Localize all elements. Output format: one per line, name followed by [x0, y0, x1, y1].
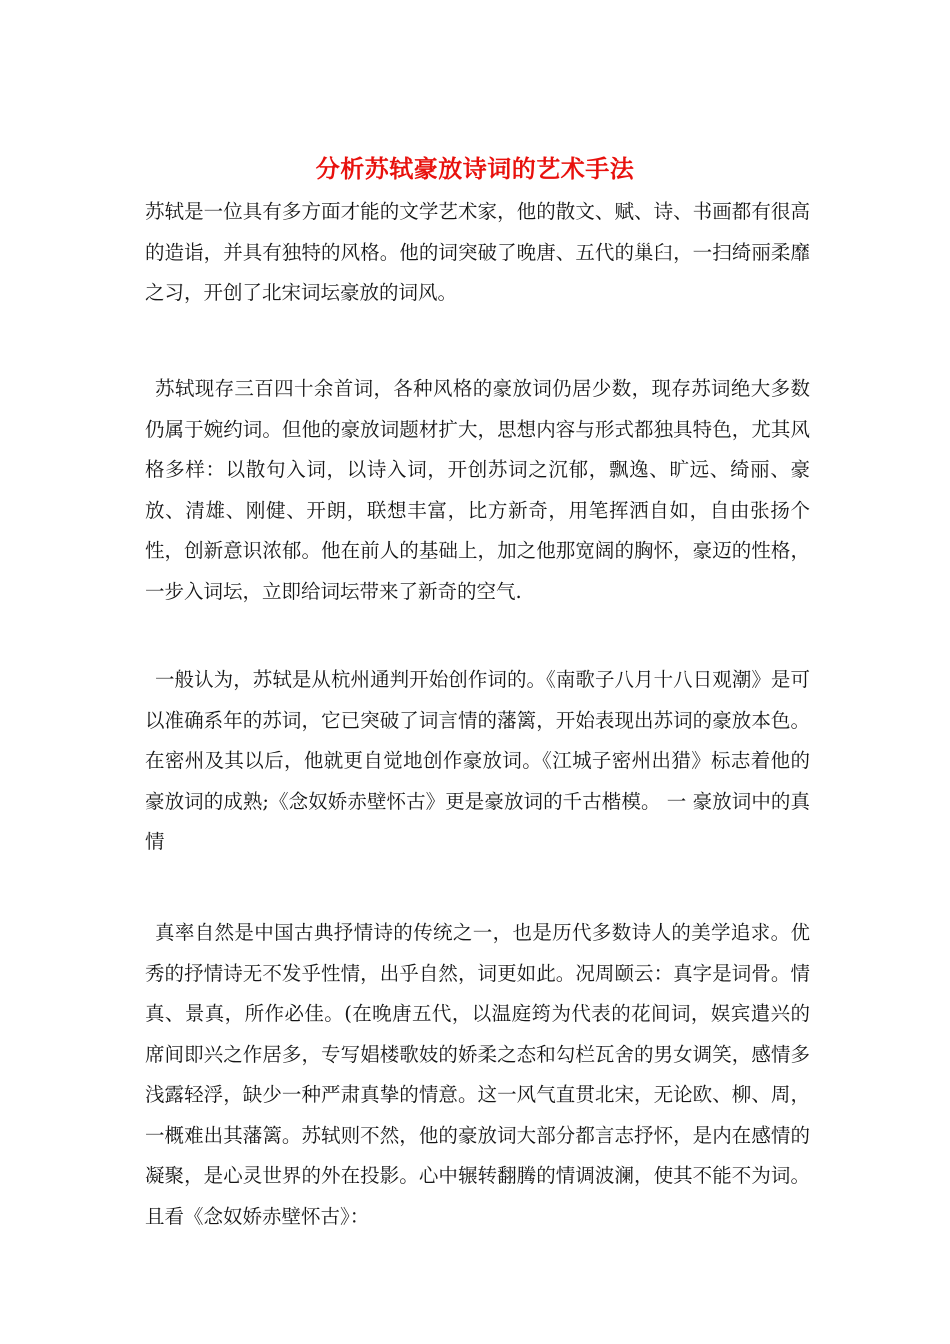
document-title: 分析苏轼豪放诗词的艺术手法	[315, 154, 635, 183]
paragraph-style-overview: 苏轼现存三百四十余首词，各种风格的豪放词仍居少数，现存苏词绝大多数仍属于婉约词。但他的豪放词题材扩大，思想内容与形式都独具特色，尤其风格多样：以散句入词，以诗入词，开创苏词之沉郁，飘逸、旷远、绮丽、豪放、清雄、刚健、开朗，联想丰富，比方新奇，用笔挥洒自如，自由张扬个性，创新意识浓郁。他在前人的基础上，加之他那宽阔的胸怀，豪迈的性格，一步入词坛，立即给词坛带来了新奇的空气.	[145, 377, 810, 603]
paragraph-intro: 苏轼是一位具有多方面才能的文学艺术家，他的散文、赋、诗、书画都有很高的造诣，并具有独特的风格。他的词突破了晚唐、五代的巢臼，一扫绮丽柔靡之习，开创了北宋词坛豪放的词风。	[145, 200, 810, 304]
paragraph-true-emotion: 真率自然是中国古典抒情诗的传统之一，也是历代多数诗人的美学追求。优秀的抒情诗无不发乎性情，出乎自然，词更如此。况周颐云：真字是词骨。情真、景真，所作必佳。(在晚唐五代，以温庭筠为代表的花间词，娱宾遣兴的席间即兴之作居多，专写娼楼歌妓的娇柔之态和勾栏瓦舍的男女调笑，感情多浅露轻浮，缺少一种严肃真挚的情意。这一风气直贯北宋，无论欧、柳、周，一概难出其藩篱。苏轼则不然，他的豪放词大部分都言志抒怀，是内在感情的凝聚，是心灵世界的外在投影。心中辗转翻腾的情调波澜，使其不能不为词。且看《念奴娇赤壁怀古》：	[145, 921, 810, 1228]
paragraph-creation-history: 一般认为，苏轼是从杭州通判开始创作词的。《南歌子八月十八日观潮》是可以准确系年的苏词，它已突破了词言情的藩篱，开始表现出苏词的豪放本色。在密州及其以后，他就更自觉地创作豪放词。《江城子密州出猎》标志着他的豪放词的成熟;《念奴娇赤壁怀古》更是豪放词的千古楷模。 一 豪放词中的真情	[145, 668, 810, 853]
